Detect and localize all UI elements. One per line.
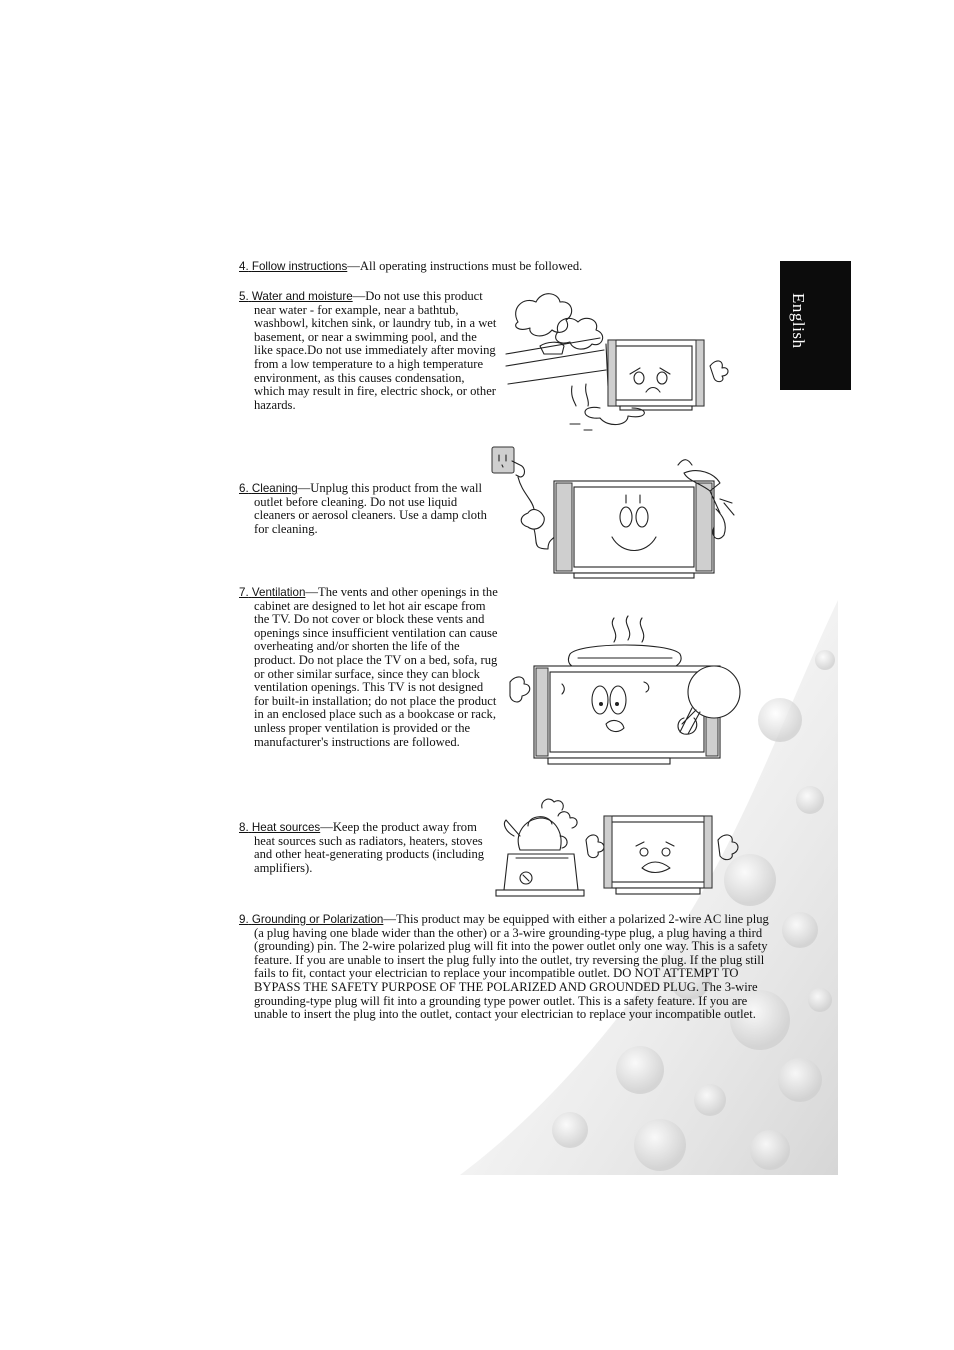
item-heading: Cleaning: [251, 482, 298, 495]
language-tab: [780, 261, 851, 390]
item-number: 9.: [239, 913, 249, 926]
item-number: 5.: [239, 290, 249, 303]
item-dash: —: [383, 912, 396, 926]
item-dash: —: [297, 481, 311, 495]
item-text: Do not use this product near water - for example, near a bathtub, washbowl, kitchen sink, or laundry tub, in a wet basement, or near a swimming pool, and the like space.Do not use immediately after moving from a low temperature to a high temperature environment, as this causes condensation, which may result in fire, electric shock, or other hazards.: [254, 289, 497, 412]
item-number: 7.: [239, 586, 249, 599]
instruction-item-5: [239, 290, 498, 412]
item-dash: —: [305, 585, 319, 599]
instruction-item-7: [239, 586, 498, 749]
item-heading: Water and moisture: [251, 290, 353, 303]
item-text: The vents and other openings in the cabinet are designed to let hot air escape from the TV. Do not cover or block these vents and openings since insufficient ventilation can cause overheating and/or shorten the life of the product. Do not place the TV on a bed, sofa, rug or other similar surface, since they can block ventilation openings. This TV is not designed for built-in installation; do not place the product in an enclosed place such as a bookcase or rack, unless proper ventilation is provided or the manufacturer's instructions are followed.: [254, 585, 498, 749]
instruction-item-9: [239, 913, 774, 1022]
item-heading: Grounding or Polarization: [251, 913, 384, 926]
item-dash: —: [320, 820, 333, 834]
instruction-item-4: [239, 260, 759, 274]
item-number: 8.: [239, 821, 249, 834]
tv-water-steam-illustration: [500, 288, 740, 436]
item-number: 6.: [239, 482, 249, 495]
item-heading: Heat sources: [251, 821, 321, 834]
item-text: This product may be equipped with either a polarized 2-wire AC line plug (a plug having one blade wider than the other) or a 3-wire grounding-type plug, a plug having a third (grounding) pin. The 2-wire polarized plug will fit into the power outlet only one way. This is a safety feature. If you are unable to insert the plug fully into the outlet, try reversing the plug. If the plug still fails to fit, contact your electrician to replace your incompatible outlet. DO NOT ATTEMPT TO BYPASS THE SAFETY PURPOSE OF THE POLARIZED AND GROUNDED PLUG. The 3-wire grounding-type plug will fit into a grounding type power outlet. This is a safety feature. If you are unable to insert the plug into the outlet, contact your electrician to replace your incompatible outlet.: [254, 912, 769, 1022]
item-dash: —: [347, 259, 360, 273]
language-tab-label: English: [789, 293, 808, 349]
item-text: All operating instructions must be followed.: [359, 259, 583, 273]
tv-unplug-cleaning-illustration: [488, 443, 748, 580]
tv-ventilation-blocked-illustration: [500, 612, 748, 770]
item-dash: —: [352, 289, 366, 303]
item-text: Unplug this product from the wall outlet before cleaning. Do not use liquid cleaners or aerosol cleaners. Use a damp cloth for cleaning.: [254, 481, 487, 536]
instruction-item-8: [239, 821, 498, 875]
instruction-item-6: [239, 482, 498, 536]
tv-heat-source-kettle-illustration: [494, 796, 748, 900]
item-number: 4.: [239, 260, 249, 273]
item-text: Keep the product away from heat sources such as radiators, heaters, stoves and other heat-generating products (including amplifiers).: [254, 820, 485, 875]
item-heading: Follow instructions: [251, 260, 348, 273]
item-heading: Ventilation: [251, 586, 306, 599]
